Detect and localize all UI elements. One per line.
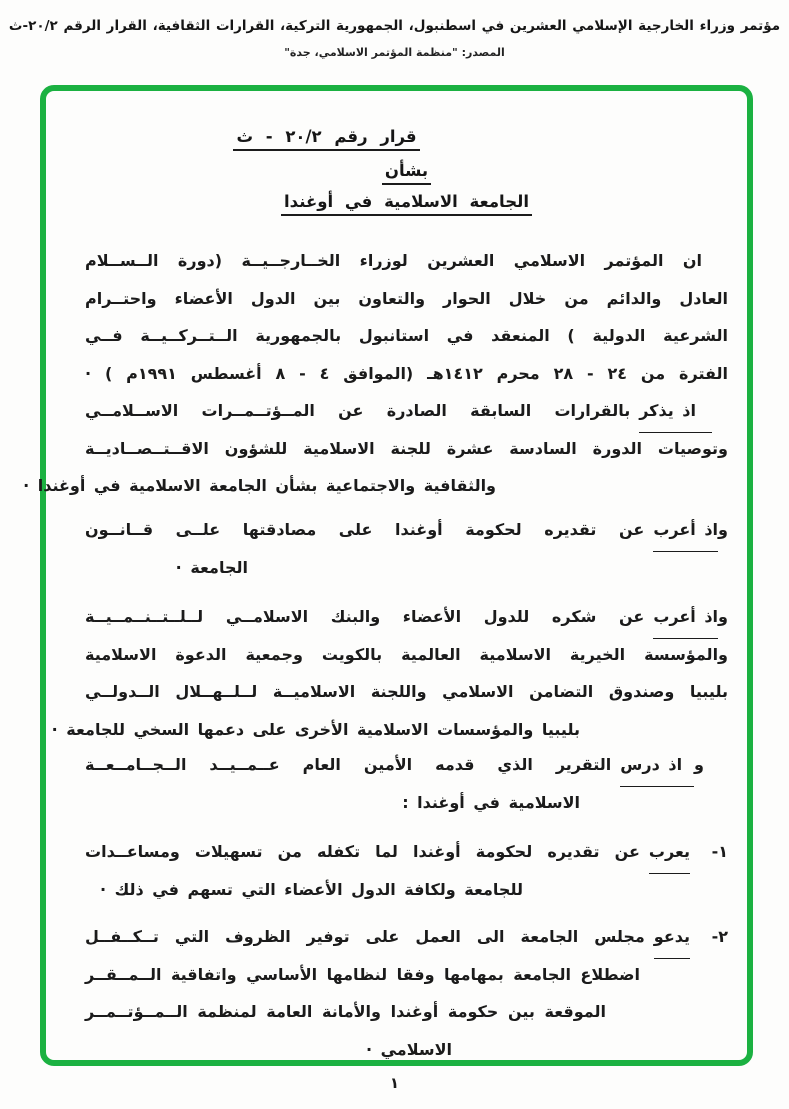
text-line — [85, 598, 728, 636]
lead-word-underlined: يعرب — [649, 833, 690, 874]
document-header-title: مؤتمر وزراء الخارجية الإسلامي العشرين في اسطنبول، الجمهورية التركية، القرارات الثقافية، القرار الرقم ٢٠/٢-ث — [8, 18, 781, 34]
title-concerning — [85, 161, 728, 185]
text-line: العادل والدائم من خلال الحوار والتعاون بين الدول الأعضاء واحتــرام — [85, 288, 728, 308]
text-line: والثقافية والاجتماعية بشأن الجامعة الاسلامية في أوغندا · — [23, 476, 496, 495]
paragraph-thanks — [51, 598, 728, 748]
text-line: والمؤسسة الخيرية الاسلامية العالمية بالكويت وجمعية الدعوة الاسلامية — [85, 644, 728, 664]
text-line: للجامعة ولكافة الدول الأعضاء التي تسهم في ذلك · — [99, 879, 523, 899]
operative-item-2 — [85, 918, 728, 1068]
lead-word-underlined: اذ أعرب — [653, 511, 718, 552]
paragraph-preamble — [85, 242, 728, 392]
line-text: عن تقديره لحكومة أوغندا لما تكفله من تسهيلات ومساعــدات — [85, 842, 640, 861]
paragraph-appreciation — [85, 511, 728, 586]
operative-item-1 — [85, 833, 728, 908]
item-text — [85, 918, 728, 1068]
text-line: ان المؤتمر الاسلامي العشرين لوزراء الخــارجــيــة (دورة الــســلام — [85, 251, 702, 270]
text-line: بليبيا والمؤسسات الاسلامية الأخرى على دعمها السخي للجامعة · — [51, 719, 580, 739]
text-line: الشرعية الدولية ) المنعقد في استانبول بالجمهورية الــتــركــيــة فــي — [85, 326, 728, 345]
text-line: الموقعة بين حكومة أوغندا والأمانة العامة لمنظمة الــمــؤتــمــر — [85, 1002, 606, 1021]
paragraph-report — [85, 746, 728, 821]
item-text — [85, 833, 728, 908]
document-source-line: المصدر: "منظمة المؤتمر الاسلامي، جدة" — [284, 46, 505, 59]
line-text: التقرير الذي قدمه الأمين العام عــمــيــد الــجــامــعــة — [85, 755, 612, 774]
resolution-number-title — [85, 127, 728, 151]
paragraph-recalling — [23, 392, 728, 505]
lead-word-underlined: اذ درس — [620, 746, 694, 787]
item-number: ٢- — [711, 927, 728, 946]
lead-word-underlined: اذ أعرب — [653, 598, 718, 639]
title-subject — [85, 192, 728, 216]
text-line: بليبيا وصندوق التضامن الاسلامي واللجنة الاسلاميــة لــلــهــلال الــدولــي — [85, 682, 728, 701]
text-line — [85, 833, 690, 871]
text-line — [85, 746, 728, 784]
text-line: الفترة من ٢٤ - ٢٨ محرم ١٤١٢هـ (الموافق ٤ - ٨ أغسطس ١٩٩١م ) · — [85, 363, 728, 383]
lead-prefix: و — [718, 607, 728, 626]
line-text: عن شكره للدول الأعضاء والبنك الاسلامــي لــلــتــنــمــيــة — [85, 607, 645, 626]
lead-word-underlined: اذ يذكر — [639, 392, 712, 433]
title-subject-text: الجامعة الاسلامية في أوغندا — [281, 192, 532, 216]
text-line — [85, 511, 728, 549]
item-number: ١- — [711, 842, 728, 861]
lead-prefix: و — [694, 755, 704, 774]
text-line: الاسلامية في أوغندا : — [402, 792, 580, 812]
line-text: بالقرارات السابقة الصادرة عن المــؤتــمــرات الاســلامــي — [85, 401, 631, 420]
line-text: مجلس الجامعة الى العمل على توفير الظروف التي تــكــفــل — [85, 927, 645, 946]
page-number: ١ — [389, 1074, 400, 1092]
lead-word-underlined: يدعو — [654, 918, 690, 959]
text-line: الاسلامي · — [365, 1039, 452, 1059]
text-line: وتوصيات الدورة السادسة عشرة للجنة الاسلامية للشؤون الاقــتــصــاديــة — [85, 438, 728, 458]
title-concerning-text: بشأن — [382, 161, 431, 185]
text-line: الجامعة · — [175, 557, 248, 577]
line-text: عن تقديره لحكومة أوغندا على مصادقتها علــى قــانــون — [85, 520, 645, 539]
text-line — [85, 392, 728, 430]
lead-prefix: و — [718, 520, 728, 539]
text-line: اضطلاع الجامعة بمهامها وفقا لنظامها الأساسي واتفاقية الــمــقــر — [85, 964, 640, 984]
text-line — [85, 918, 690, 956]
resolution-number-text: قرار رقم ٢٠/٢ - ث — [233, 127, 419, 151]
